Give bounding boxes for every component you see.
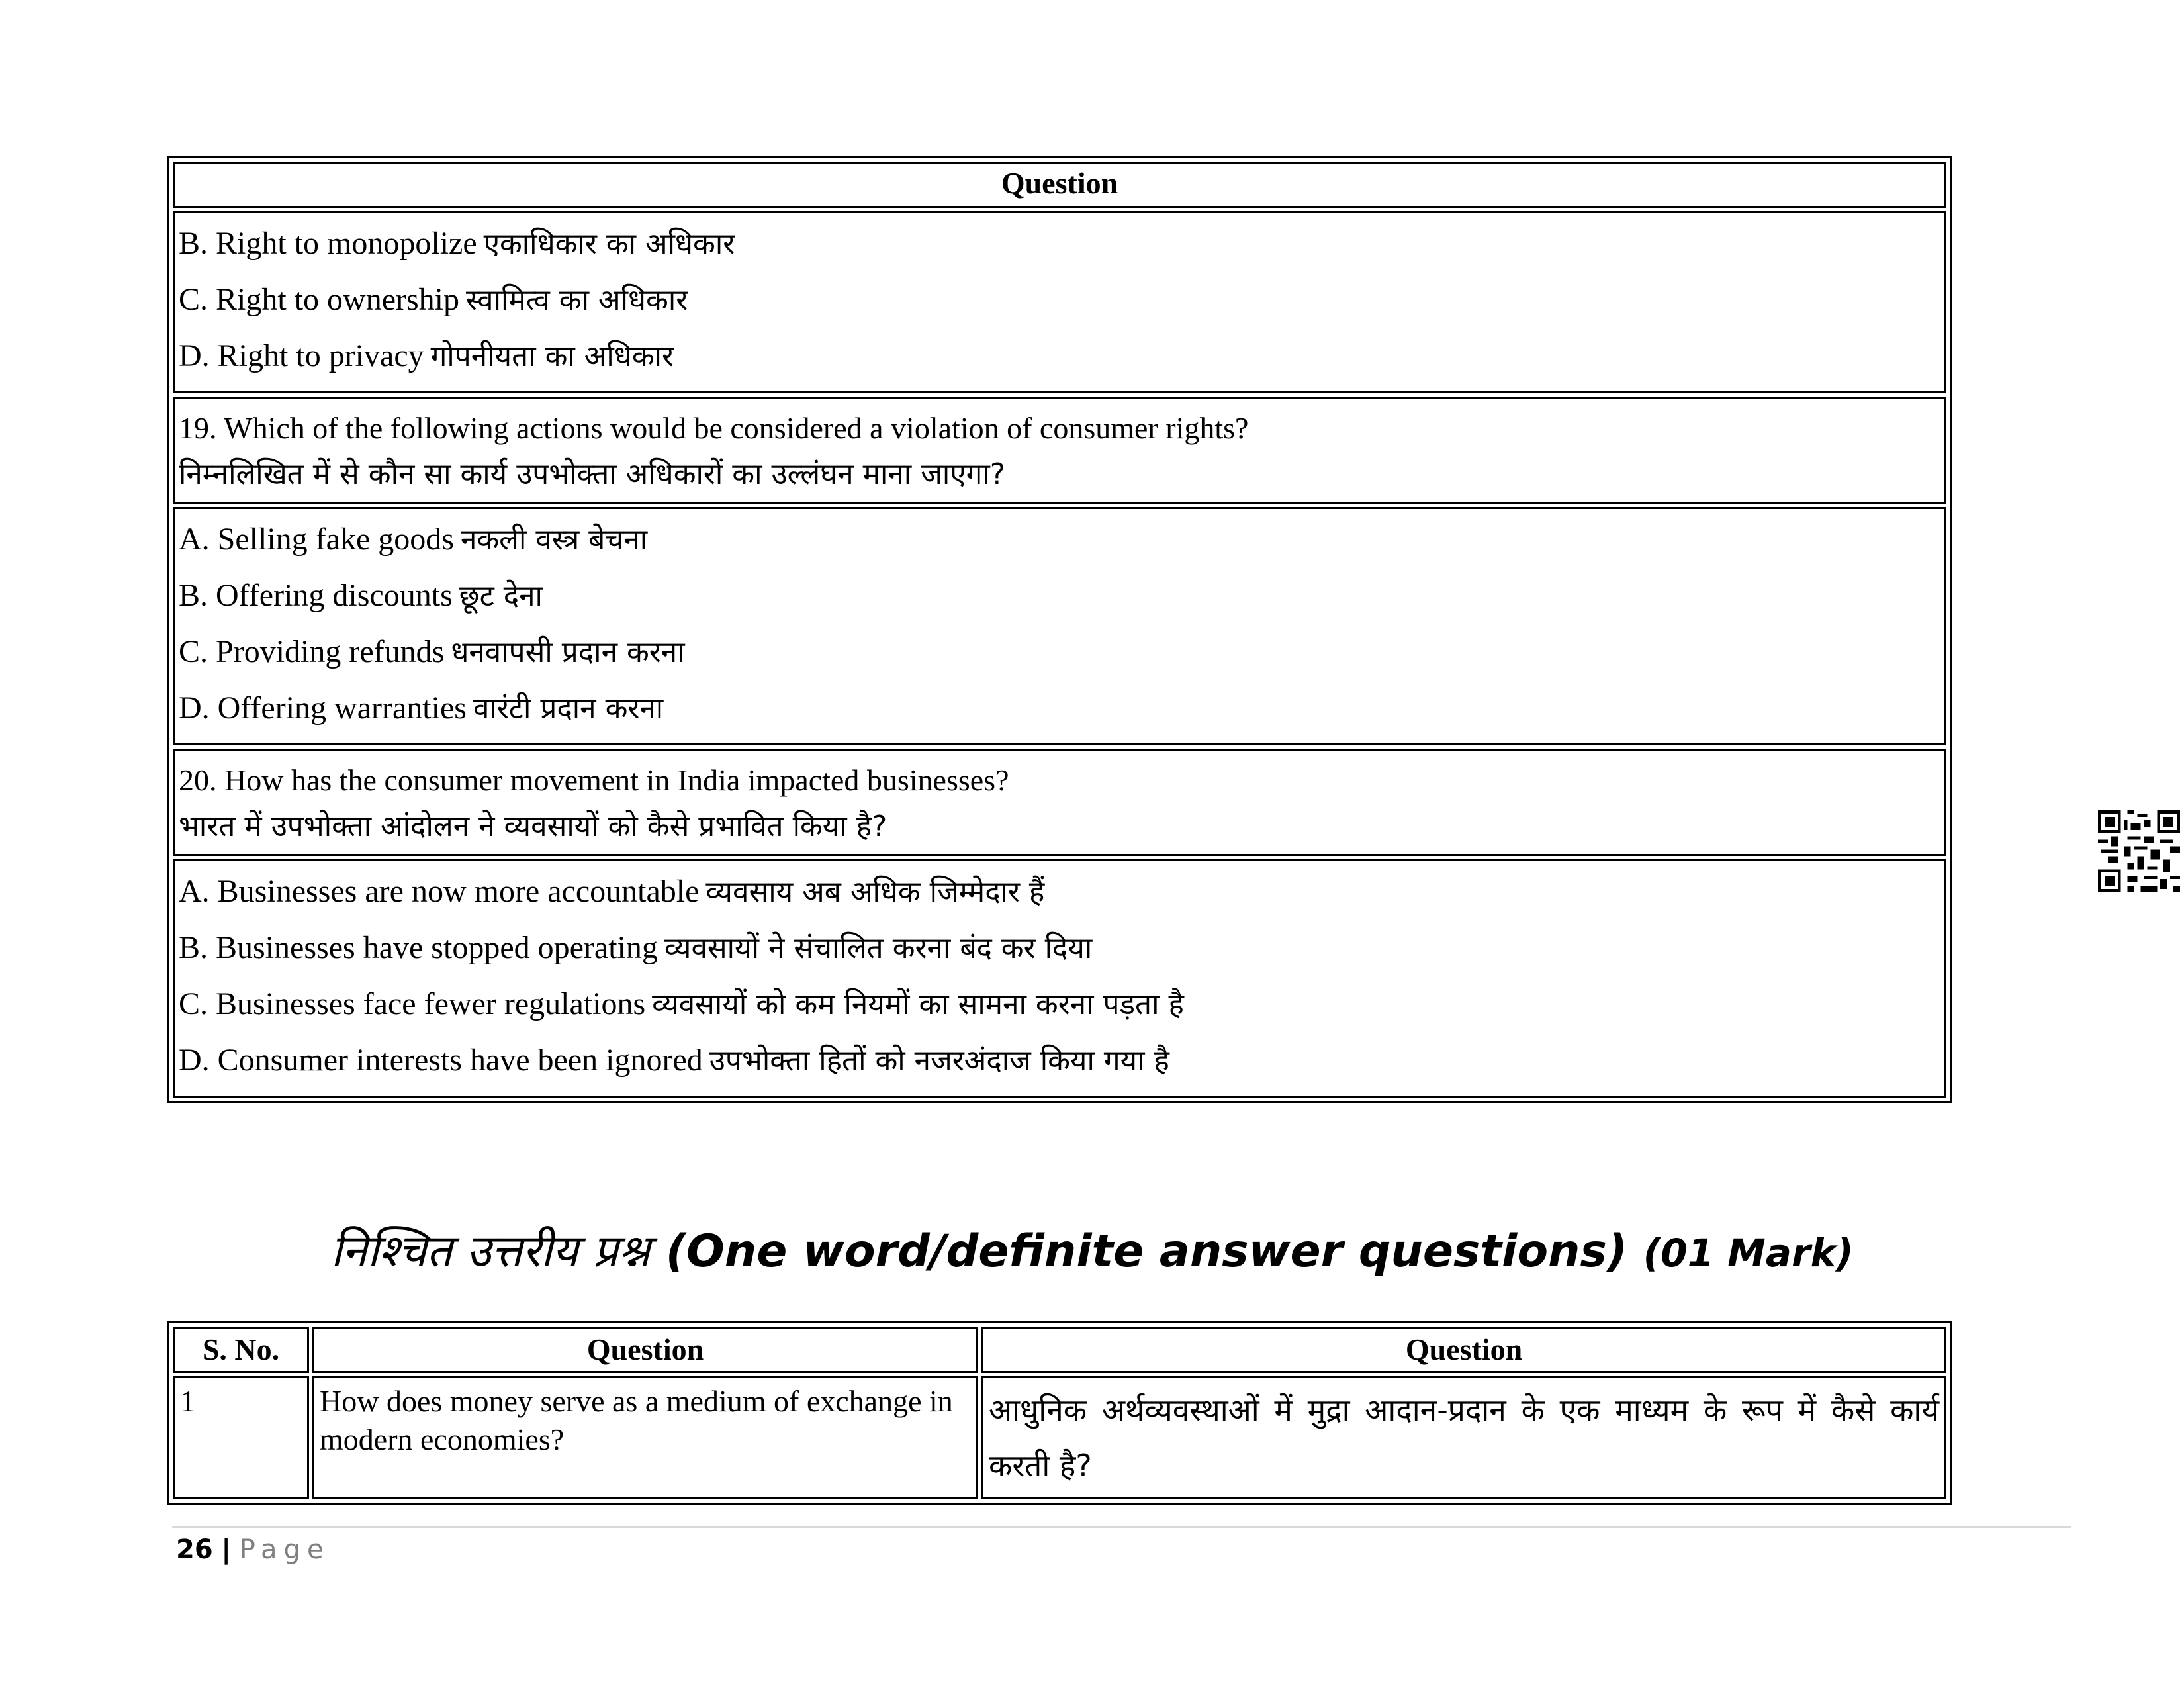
- question-hi-cell: आधुनिक अर्थव्यवस्थाओं में मुद्रा आदान-प्रदान के एक माध्यम के रूप में कैसे कार्य करती है?: [981, 1376, 1946, 1499]
- options-block-20: [173, 859, 1946, 1098]
- options-block-19: [173, 507, 1946, 745]
- section-title: [0, 1218, 2184, 1280]
- question-20: 20. How has the consumer movement in India impacted businesses? भारत में उपभोक्ता आंदोलन ने व्यवसायों को कैसे प्रभावित किया है?: [173, 749, 1946, 856]
- question-hi-header: Question: [981, 1327, 1946, 1373]
- page-label: Page: [239, 1534, 330, 1565]
- section-title-hindi: निश्चित उत्तरीय प्रश्न: [330, 1225, 651, 1278]
- option: D. Offering warranties वारंटी प्रदान करना: [179, 690, 664, 726]
- section-mark: (01 Mark): [1643, 1231, 1854, 1276]
- option: C. Providing refunds धनवापसी प्रदान करना: [179, 634, 685, 669]
- question-en-header: Question: [312, 1327, 978, 1373]
- option: D. Right to privacy गोपनीयता का अधिकार: [179, 338, 674, 373]
- section-title-english: (One word/definite answer questions): [665, 1225, 1628, 1278]
- option: B. Businesses have stopped operating व्यवसायों ने संचालित करना बंद कर दिया: [179, 930, 1093, 965]
- option: A. Businesses are now more accountable व्यवसाय अब अधिक जिम्मेदार हैं: [179, 874, 1045, 909]
- option: A. Selling fake goods नकली वस्त्र बेचना: [179, 522, 648, 557]
- short-answer-table: [167, 1321, 1952, 1505]
- qr-code-icon: [2098, 810, 2180, 892]
- page-footer: [176, 1534, 330, 1565]
- question-19: 19. Which of the following actions would be considered a violation of consumer rights? निम्नलिखित में से कौन सा कार्य उपभोक्ता अधिकारों का उल्लंघन माना जाएगा?: [173, 397, 1946, 504]
- table-header: Question: [173, 162, 1946, 208]
- footer-divider: [172, 1526, 2071, 1528]
- options-block-18: [173, 211, 1946, 393]
- table-row: [173, 1376, 1946, 1499]
- mcq-table: [167, 156, 1952, 1103]
- question-en-cell: How does money serve as a medium of exchange in modern economies?: [312, 1376, 978, 1499]
- option: D. Consumer interests have been ignored उपभोक्ता हितों को नजरअंदाज किया गया है: [179, 1043, 1169, 1078]
- option: B. Right to monopolize एकाधिकार का अधिकार: [179, 226, 735, 261]
- option: C. Businesses face fewer regulations व्यवसायों को कम नियमों का सामना करना पड़ता है: [179, 986, 1184, 1021]
- sno-cell: 1: [173, 1376, 309, 1499]
- option: C. Right to ownership स्वामित्व का अधिकार: [179, 282, 688, 317]
- option: B. Offering discounts छूट देना: [179, 578, 543, 613]
- page-number: 26: [176, 1534, 213, 1565]
- footer-separator: |: [221, 1534, 231, 1565]
- sno-header: S. No.: [173, 1327, 309, 1373]
